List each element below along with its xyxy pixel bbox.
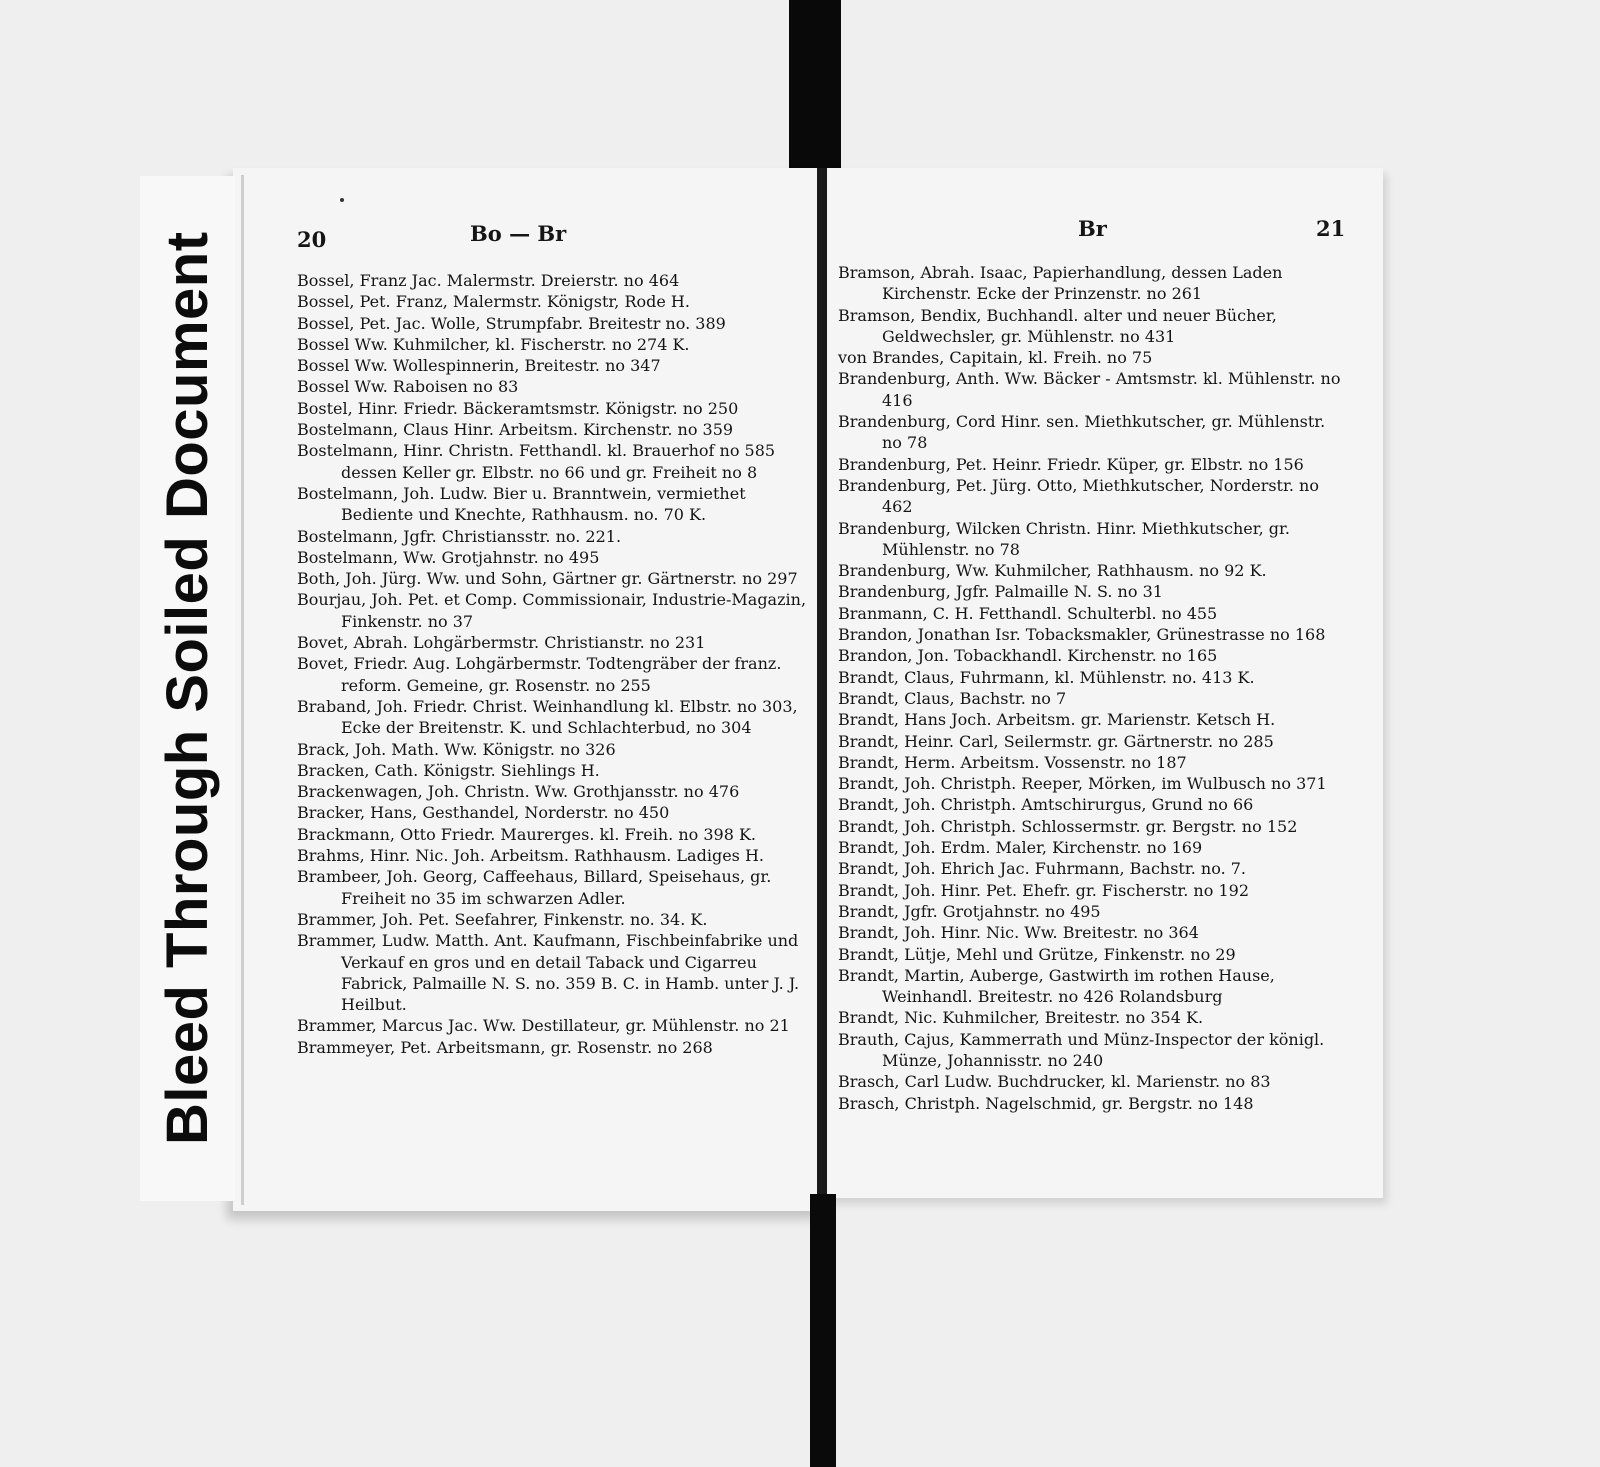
directory-entry: Brandenburg, Wilcken Christn. Hinr. Miethkutscher, gr. Mühlenstr. no 78 (838, 518, 1291, 559)
directory-entry: Brandt, Nic. Kuhmilcher, Breitestr. no 354 K. (838, 1008, 1204, 1028)
directory-entry: Brandt, Joh. Ehrich Jac. Fuhrmann, Bachstr. no. 7. (838, 859, 1247, 879)
directory-entry: Brammer, Marcus Jac. Ww. Destillateur, gr. Mühlenstr. no 21 (297, 1016, 790, 1036)
directory-entry: Brambeer, Joh. Georg, Caffeehaus, Billard, Speisehaus, gr. Freiheit no 35 im schwarzen Adler. (297, 867, 772, 908)
directory-entry: Bostel, Hinr. Friedr. Bäckeramtsmstr. Königstr. no 250 (297, 398, 739, 418)
directory-entry: Bossel, Pet. Jac. Wolle, Strumpfabr. Breitestr no. 389 (297, 313, 726, 333)
bookmark-ribbon-bottom (810, 1194, 836, 1467)
directory-entry: Brandt, Herm. Arbeitsm. Vossenstr. no 187 (838, 752, 1187, 772)
directory-entry: Brandt, Claus, Bachstr. no 7 (838, 688, 1067, 708)
directory-entry: Bracker, Hans, Gesthandel, Norderstr. no 450 (297, 803, 670, 823)
right-running-head: Br (1078, 216, 1107, 241)
page-edge (241, 175, 244, 1205)
directory-entry: Brandt, Joh. Hinr. Pet. Ehefr. gr. Fischerstr. no 192 (838, 880, 1249, 900)
right-page-number: 21 (1316, 216, 1346, 241)
directory-entry: Bovet, Abrah. Lohgärbermstr. Christianstr. no 231 (297, 633, 706, 653)
directory-entry: Brandon, Jonathan Isr. Tobacksmakler, Grünestrasse no 168 (838, 625, 1326, 645)
directory-entry: Brandenburg, Pet. Jürg. Otto, Miethkutscher, Norderstr. no 462 (838, 475, 1319, 517)
directory-entry: Bostelmann, Joh. Ludw. Bier u. Branntwein, vermiethet Bediente und Knechte, Rathhausm. no. 70 K. (297, 483, 746, 525)
directory-entry: Bossel Ww. Wollespinnerin, Breitestr. no 347 (297, 356, 661, 376)
bookmark-ribbon-top (789, 0, 841, 172)
directory-entry: Bossel, Pet. Franz, Malermstr. Königstr, Rode H. (297, 292, 690, 312)
directory-entry: Brandt, Jgfr. Grotjahnstr. no 495 (838, 901, 1101, 921)
directory-entry: Bramson, Bendix, Buchhandl. alter und neuer Bücher, Geldwechsler, gr. Mühlenstr. no 431 (838, 305, 1277, 346)
directory-entry: Brammer, Ludw. Matth. Ant. Kaufmann, Fischbeinfabrike und Verkauf en gros und en detail Taback und Cigarreu Fabrick, Palmaille N. S. no. 359 B. C. in Hamb. unter J. J. Heilbut. (297, 931, 800, 1015)
directory-entry: Brandenburg, Pet. Heinr. Friedr. Küper, gr. Elbstr. no 156 (838, 454, 1304, 474)
directory-entry: Bostelmann, Hinr. Christn. Fetthandl. kl. Brauerhof no 585 dessen Keller gr. Elbstr. no 66 und gr. Freiheit no 8 (297, 441, 776, 482)
directory-entry: Brandt, Joh. Christph. Reeper, Mörken, im Wulbusch no 371 (838, 774, 1327, 794)
directory-entry: Bourjau, Joh. Pet. et Comp. Commissionair, Industrie-Magazin, Finkenstr. no 37 (297, 590, 807, 631)
book-gutter (817, 168, 827, 1198)
directory-entry: von Brandes, Capitain, kl. Freih. no 75 (838, 348, 1153, 368)
directory-entry: Bracken, Cath. Königstr. Siehlings H. (297, 760, 600, 780)
directory-entry: Brasch, Christph. Nagelschmid, gr. Bergstr. no 148 (838, 1093, 1254, 1113)
directory-entry: Branmann, C. H. Fetthandl. Schulterbl. no 455 (838, 603, 1218, 623)
directory-entry: Brandt, Joh. Erdm. Maler, Kirchenstr. no 169 (838, 838, 1203, 858)
right-entries-list (838, 262, 1343, 1114)
directory-entry: Bostelmann, Jgfr. Christiansstr. no. 221. (297, 526, 622, 546)
directory-entry: Bossel Ww. Raboisen no 83 (297, 377, 519, 397)
directory-entry: Brandenburg, Jgfr. Palmaille N. S. no 31 (838, 582, 1163, 602)
directory-entry: Bramson, Abrah. Isaac, Papierhandlung, dessen Laden Kirchenstr. Ecke der Prinzenstr. no 261 (838, 263, 1283, 304)
directory-entry: Brandon, Jon. Tobackhandl. Kirchenstr. no 165 (838, 646, 1218, 666)
directory-entry: Brandenburg, Ww. Kuhmilcher, Rathhausm. no 92 K. (838, 561, 1267, 581)
directory-entry: Bossel Ww. Kuhmilcher, kl. Fischerstr. no 274 K. (297, 334, 690, 354)
directory-entry: Bostelmann, Ww. Grotjahnstr. no 495 (297, 547, 600, 567)
directory-entry: Bostelmann, Claus Hinr. Arbeitsm. Kirchenstr. no 359 (297, 420, 734, 440)
directory-entry: Brammer, Joh. Pet. Seefahrer, Finkenstr. no. 34. K. (297, 909, 708, 929)
directory-entry: Brandt, Claus, Fuhrmann, kl. Mühlenstr. no. 413 K. (838, 667, 1255, 687)
directory-entry: Brandt, Hans Joch. Arbeitsm. gr. Marienstr. Ketsch H. (838, 710, 1276, 730)
directory-entry: Brackenwagen, Joh. Christn. Ww. Grothjansstr. no 476 (297, 782, 740, 802)
ink-speck (340, 198, 344, 202)
directory-entry: Brandt, Lütje, Mehl und Grütze, Finkenstr. no 29 (838, 944, 1236, 964)
directory-entry: Both, Joh. Jürg. Ww. und Sohn, Gärtner gr. Gärtnerstr. no 297 (297, 569, 798, 589)
directory-entry: Brandenburg, Cord Hinr. sen. Miethkutscher, gr. Mühlenstr. no 78 (838, 412, 1326, 453)
directory-entry: Brackmann, Otto Friedr. Maurerges. kl. Freih. no 398 K. (297, 824, 756, 844)
directory-entry: Brack, Joh. Math. Ww. Königstr. no 326 (297, 739, 616, 759)
directory-entry: Brahms, Hinr. Nic. Joh. Arbeitsm. Rathhausm. Ladiges H. (297, 846, 764, 866)
directory-entry: Bovet, Friedr. Aug. Lohgärbermstr. Todtengräber der franz. reform. Gemeine, gr. Rosenstr. no 255 (297, 654, 782, 695)
directory-entry: Brandt, Joh. Christph. Amtschirurgus, Grund no 66 (838, 795, 1254, 815)
directory-entry: Braband, Joh. Friedr. Christ. Weinhandlung kl. Elbstr. no 303, Ecke der Breitenstr. K. und Schlachterbud, no 304 (297, 696, 798, 738)
side-label: Bleed Through Soiled Document (155, 231, 220, 1146)
directory-entry: Brandenburg, Anth. Ww. Bäcker - Amtsmstr. kl. Mühlenstr. no 416 (838, 369, 1341, 410)
directory-entry: Brandt, Joh. Christph. Schlossermstr. gr. Bergstr. no 152 (838, 816, 1298, 836)
directory-entry: Brandt, Martin, Auberge, Gastwirth im rothen Hause, Weinhandl. Breitestr. no 426 Rolandsburg (838, 965, 1275, 1007)
left-running-head: Bo — Br (470, 221, 567, 246)
directory-entry: Brammeyer, Pet. Arbeitsmann, gr. Rosenstr. no 268 (297, 1037, 713, 1057)
directory-entry: Brasch, Carl Ludw. Buchdrucker, kl. Marienstr. no 83 (838, 1072, 1271, 1092)
directory-entry: Bossel, Franz Jac. Malermstr. Dreierstr. no 464 (297, 271, 680, 290)
directory-entry: Brandt, Joh. Hinr. Nic. Ww. Breitestr. no 364 (838, 923, 1199, 943)
left-entries-list (297, 270, 807, 1058)
directory-entry: Brauth, Cajus, Kammerrath und Münz-Inspector der königl. Münze, Johannisstr. no 240 (838, 1029, 1325, 1070)
directory-entry: Brandt, Heinr. Carl, Seilermstr. gr. Gärtnerstr. no 285 (838, 731, 1274, 751)
left-page-number: 20 (297, 227, 327, 252)
